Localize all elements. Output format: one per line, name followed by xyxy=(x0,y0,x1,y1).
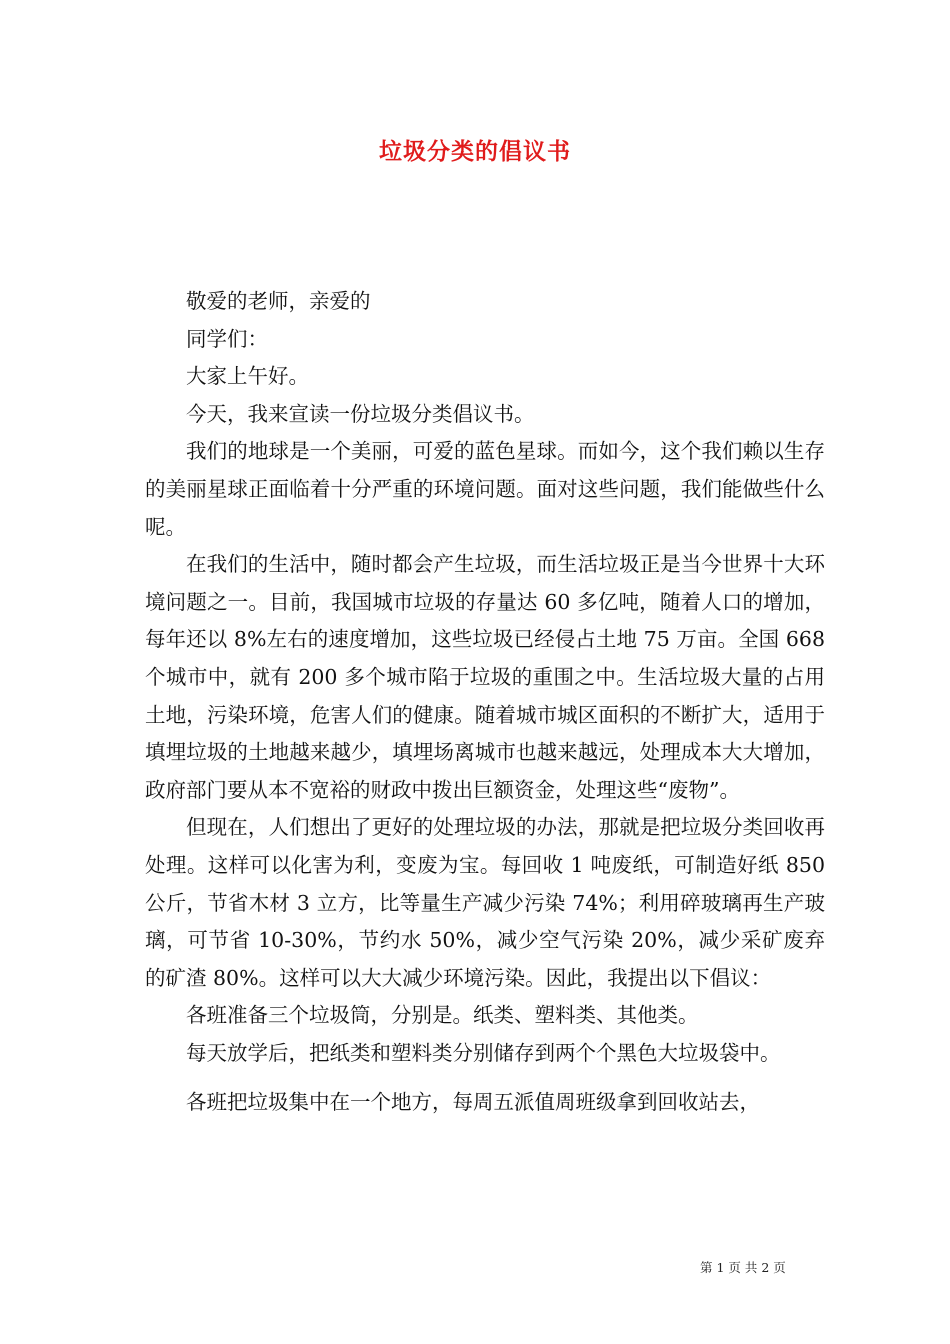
document-body xyxy=(145,283,825,1122)
paragraph-proposal-3: 各班把垃圾集中在一个地方，每周五派值周班级拿到回收站去， xyxy=(186,1090,760,1115)
paragraph-recycling: 但现在，人们想出了更好的处理垃圾的办法，那就是把垃圾分类回收再处理。这样可以化害为利，变废为宝。每回收 1 吨废纸，可制造好纸 850 公斤，节省木材 3 立方，比等量生产减少污染 74%；利用碎玻璃再生产玻璃，可节省 10-30%，节约水 50%，减少空气污染 20%，减少采矿废弃的矿渣 80%。这样可以大大减少环境污染。因此，我提出以下倡议： xyxy=(145,815,825,990)
paragraph-salutation: 同学们： xyxy=(186,326,268,351)
paragraph-greeting: 敬爱的老师，亲爱的 xyxy=(186,289,371,313)
document-title: 垃圾分类的倡议书 xyxy=(379,138,571,165)
paragraph-garbage-problem: 在我们的生活中，随时都会产生垃圾，而生活垃圾正是当今世界十大环境问题之一。目前，我国城市垃圾的存量达 60 多亿吨，随着人口的增加，每年还以 8%左右的速度增加，这些垃圾已经侵占土地 75 万亩。全国 668 个城市中，就有 200 多个城市陷于垃圾的重围之中。生活垃圾大量的占用土地，污染环境，危害人们的健康。随着城市城区面积的不断扩大，适用于填埋垃圾的土地越来越少，填埋场离城市也越来越远，处理成本大大增加，政府部门要从本不宽裕的财政中拨出巨额资金，处理这些“废物”。 xyxy=(145,552,825,802)
paragraph-earth: 我们的地球是一个美丽，可爱的蓝色星球。而如今，这个我们赖以生存的美丽星球正面临着十分严重的环境问题。面对这些问题，我们能做些什么呢。 xyxy=(145,439,825,539)
paragraph-intro: 今天，我来宣读一份垃圾分类倡议书。 xyxy=(186,401,535,426)
paragraph-proposal-1: 各班准备三个垃圾筒，分别是。纸类、塑料类、其他类。 xyxy=(186,1003,699,1028)
paragraph-good-morning: 大家上午好。 xyxy=(186,364,309,389)
page-number: 第 1 页 共 2 页 xyxy=(700,1260,786,1275)
paragraph-proposal-2: 每天放学后，把纸类和塑料类分别储存到两个个黑色大垃圾袋中。 xyxy=(186,1040,781,1065)
